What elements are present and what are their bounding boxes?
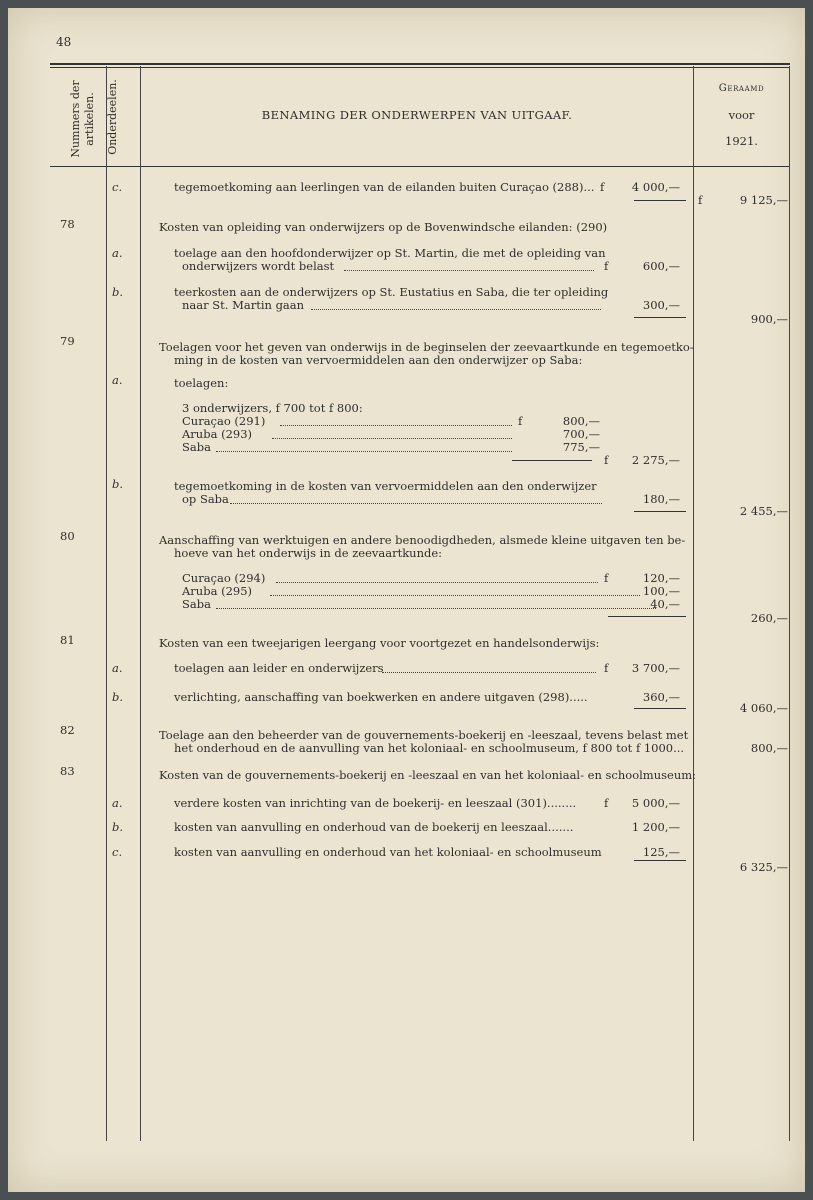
article-number: 78	[60, 217, 75, 231]
sum-rule	[512, 460, 592, 461]
sum-rule	[634, 708, 686, 709]
item-text: onderwijzers wordt belast	[182, 259, 335, 273]
header-estimate-3: 1921.	[725, 134, 758, 148]
amount: 2 275,—	[631, 453, 680, 467]
article-text: hoeve van het onderwijs in de zeevaartkunde:	[174, 546, 443, 560]
sum-rule	[634, 317, 686, 318]
article-text: Toelage aan den beheerder van de gouvernements-boekerij en -leeszaal, tevens belast met	[159, 728, 689, 742]
item-text: kosten van aanvulling en onderhoud van het koloniaal- en schoolmuseum	[174, 845, 602, 859]
item-text: toelagen:	[174, 376, 229, 390]
amount: 600,—	[642, 259, 680, 273]
sub-letter: c.	[112, 180, 123, 194]
item-text: toelage aan den hoofdonderwijzer op St. Martin, die met de opleiding van	[174, 246, 606, 260]
item-label: Curaçao (294)	[182, 571, 266, 585]
article-title: Kosten van opleiding van onderwijzers op de Bovenwindsche eilanden: (290)	[159, 220, 608, 234]
article-number: 79	[60, 334, 75, 348]
leader-dots	[216, 608, 656, 609]
header-estimate-2: voor	[728, 108, 755, 122]
col-divider-4	[789, 66, 790, 1141]
estimate-total: 800,—	[750, 741, 788, 755]
leader-dots	[280, 425, 512, 426]
amount: 1 200,—	[631, 820, 680, 834]
sub-letter: b.	[112, 820, 124, 834]
article-number: 80	[60, 529, 75, 543]
sub-letter: a.	[112, 661, 123, 675]
article-title: Kosten van een tweejarigen leergang voor voortgezet en handelsonderwijs:	[159, 636, 600, 650]
sum-rule	[634, 511, 686, 512]
sub-letter: a.	[112, 373, 123, 387]
item-text: tegemoetkoming in de kosten van vervoermiddelen aan den onderwijzer	[174, 479, 597, 493]
amount: 120,—	[642, 571, 680, 585]
sub-letter: a.	[112, 246, 123, 260]
article-text: Aanschaffing van werktuigen en andere benoodigdheden, alsmede kleine uitgaven ten be-	[159, 533, 686, 547]
article-number: 82	[60, 723, 75, 737]
amount: 180,—	[642, 492, 680, 506]
guilder-sign: f	[518, 414, 523, 428]
article-text: Toelagen voor het geven van onderwijs in de beginselen der zeevaartkunde en tegemoetko-	[159, 340, 694, 354]
amount: 775,—	[562, 440, 600, 454]
leader-dots	[276, 582, 598, 583]
item-text: verdere kosten van inrichting van de boekerij- en leeszaal (301)........	[174, 796, 577, 810]
col-divider-3	[693, 66, 694, 1141]
header-numbers: Nummers der artikelen.	[69, 80, 96, 158]
sub-letter: b.	[112, 690, 124, 704]
estimate-total: 9 125,—	[739, 193, 788, 207]
amount: 360,—	[642, 690, 680, 704]
article-text: het onderhoud en de aanvulling van het koloniaal- en schoolmuseum, f 800 tot f 1000...	[174, 741, 685, 755]
item-text: naar St. Martin gaan	[182, 298, 305, 312]
item-text: verlichting, aanschaffing van boekwerken en andere uitgaven (298).....	[174, 690, 588, 704]
leader-dots	[272, 438, 512, 439]
page-number: 48	[56, 35, 72, 49]
guilder-sign: f	[604, 661, 609, 675]
amount: 4 000,—	[631, 180, 680, 194]
estimate-total: 4 060,—	[739, 701, 788, 715]
item-label: Saba	[182, 597, 211, 611]
leader-dots	[382, 672, 596, 673]
guilder-sign: f	[604, 259, 609, 273]
item-text: 3 onderwijzers, f 700 tot f 800:	[182, 401, 363, 415]
item-text: tegemoetkoming aan leerlingen van de eilanden buiten Curaçao (288)...	[174, 180, 595, 194]
header-subdivisions: Onderdeelen.	[106, 79, 119, 155]
amount: 5 000,—	[631, 796, 680, 810]
item-label: Aruba (295)	[182, 584, 253, 598]
sub-letter: c.	[112, 845, 123, 859]
leader-dots	[270, 595, 640, 596]
guilder-sign: f	[698, 193, 703, 207]
item-label: Aruba (293)	[182, 427, 253, 441]
item-text: kosten van aanvulling en onderhoud van de boekerij en leeszaal.......	[174, 820, 574, 834]
sub-letter: b.	[112, 285, 124, 299]
col-divider-1	[106, 66, 107, 1141]
page	[8, 8, 805, 1192]
article-text: ming in de kosten van vervoermiddelen aan den onderwijzer op Saba:	[174, 353, 583, 367]
amount: 300,—	[642, 298, 680, 312]
leader-dots	[230, 503, 602, 504]
leader-dots	[344, 270, 594, 271]
amount: 3 700,—	[631, 661, 680, 675]
guilder-sign: f	[604, 796, 609, 810]
estimate-total: 900,—	[750, 312, 788, 326]
header-estimate-1: Geraamd	[718, 83, 765, 94]
amount: 100,—	[642, 584, 680, 598]
header-title: BENAMING DER ONDERWERPEN VAN UITGAAF.	[261, 108, 573, 122]
guilder-sign: f	[604, 571, 609, 585]
item-text: toelagen aan leider en onderwijzers	[174, 661, 384, 675]
guilder-sign: f	[600, 180, 605, 194]
article-number: 81	[60, 633, 75, 647]
top-rule	[50, 63, 790, 65]
item-label: Saba	[182, 440, 211, 454]
amount: 700,—	[562, 427, 600, 441]
sub-letter: b.	[112, 477, 124, 491]
item-text: op Saba	[182, 492, 229, 506]
amount: 800,—	[562, 414, 600, 428]
top-rule-thin	[50, 67, 790, 68]
sum-rule	[634, 200, 686, 201]
estimate-total: 260,—	[750, 611, 788, 625]
guilder-sign: f	[604, 453, 609, 467]
leader-dots	[216, 451, 512, 452]
header-bottom-rule	[50, 166, 790, 167]
amount: 125,—	[642, 845, 680, 859]
sub-letter: a.	[112, 796, 123, 810]
item-label: Curaçao (291)	[182, 414, 266, 428]
sum-rule	[608, 616, 686, 617]
col-divider-2	[140, 66, 141, 1141]
item-text: teerkosten aan de onderwijzers op St. Eustatius en Saba, die ter opleiding	[174, 285, 609, 299]
amount: 40,—	[650, 597, 680, 611]
estimate-total: 6 325,—	[739, 860, 788, 874]
article-number: 83	[60, 764, 75, 778]
article-title: Kosten van de gouvernements-boekerij en -leeszaal en van het koloniaal- en schoolmuseum:	[159, 768, 697, 782]
estimate-total: 2 455,—	[739, 504, 788, 518]
sum-rule	[634, 860, 686, 861]
leader-dots	[311, 309, 601, 310]
